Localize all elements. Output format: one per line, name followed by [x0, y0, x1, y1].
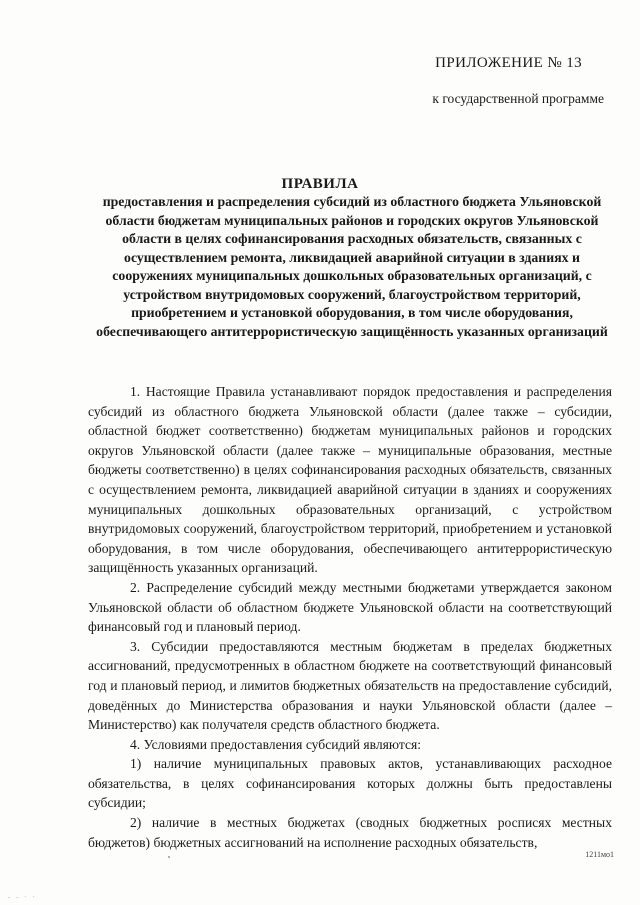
paragraph-2: 2. Распределение субсидий между местными бюджетами утверждается законом Ульяновской области об областном бюджете Ульяновской области на соответствующий финансовый год и плановый период. [88, 579, 612, 635]
document-subtitle: предоставления и распределения субсидий из областного бюджета Ульяновской области бюджетам муниципальных районов и городских округов Ульяновской области в целях софинансирования расходных обязательств, связанных с осуществлением ремонта, ликвидацией аварийной ситуации в зданиях и сооружениях муниципальных дошкольных образовательных организаций, с устройством внутридомовых сооружений, благоустройством территорий, приобретением и установкой оборудования, в том числе оборудования, обеспечивающего антитеррористическую защищённость указанных организаций [96, 194, 608, 339]
paragraph-4-item-2: 2) наличие в местных бюджетах (сводных бюджетных росписях местных бюджетов) бюджетных ассигнований на исполнение расходных обязательств, [88, 815, 612, 850]
document-title: ПРАВИЛА [281, 176, 359, 192]
paragraph-3: 3. Субсидии предоставляются местным бюджетам в пределах бюджетных ассигнований, предусмотренных в областном бюджете на соответствующий финансовый год и плановый период, и лимитов бюджетных обязательств на предоставление субсидий, доведённых до Министерства образования и науки Ульяновской области (далее – Министерство) как получателя средств областного бюджета. [88, 638, 612, 733]
paragraph-1: 1. Настоящие Правила устанавливают порядок предоставления и распределения субсидий из областного бюджета Ульяновской области (далее также – субсидии, областной бюджет соответственно) бюджетам муниципальных районов и городских округов Ульяновской области (далее также – муниципальные образования, местные бюджеты соответственно) в целях софинансирования расходных обязательств, связанных с осуществлением ремонта, ликвидацией аварийной ситуации в зданиях и сооружениях муниципальных дошкольных образовательных организаций, с устройством внутридомовых сооружений, благоустройством территорий, приобретением и установкой оборудования, в том числе оборудования, обеспечивающего антитеррористическую защищённость указанных организаций. [88, 384, 612, 576]
document-body [88, 382, 612, 852]
paragraph-4: 4. Условиями предоставления субсидий являются: [130, 736, 422, 752]
scan-mark: - - · · [8, 893, 37, 901]
appendix-reference: к государственной программе [432, 91, 604, 106]
paragraph-4-item-1: 1) наличие муниципальных правовых актов, устанавливающих расходное обязательства, в целях софинансирования которых должны быть предоставлены субсидии; [88, 756, 612, 811]
appendix-number: ПРИЛОЖЕНИЕ № 13 [435, 55, 582, 71]
scan-speck [168, 856, 170, 858]
document-code: 1211мо1 [585, 850, 614, 859]
